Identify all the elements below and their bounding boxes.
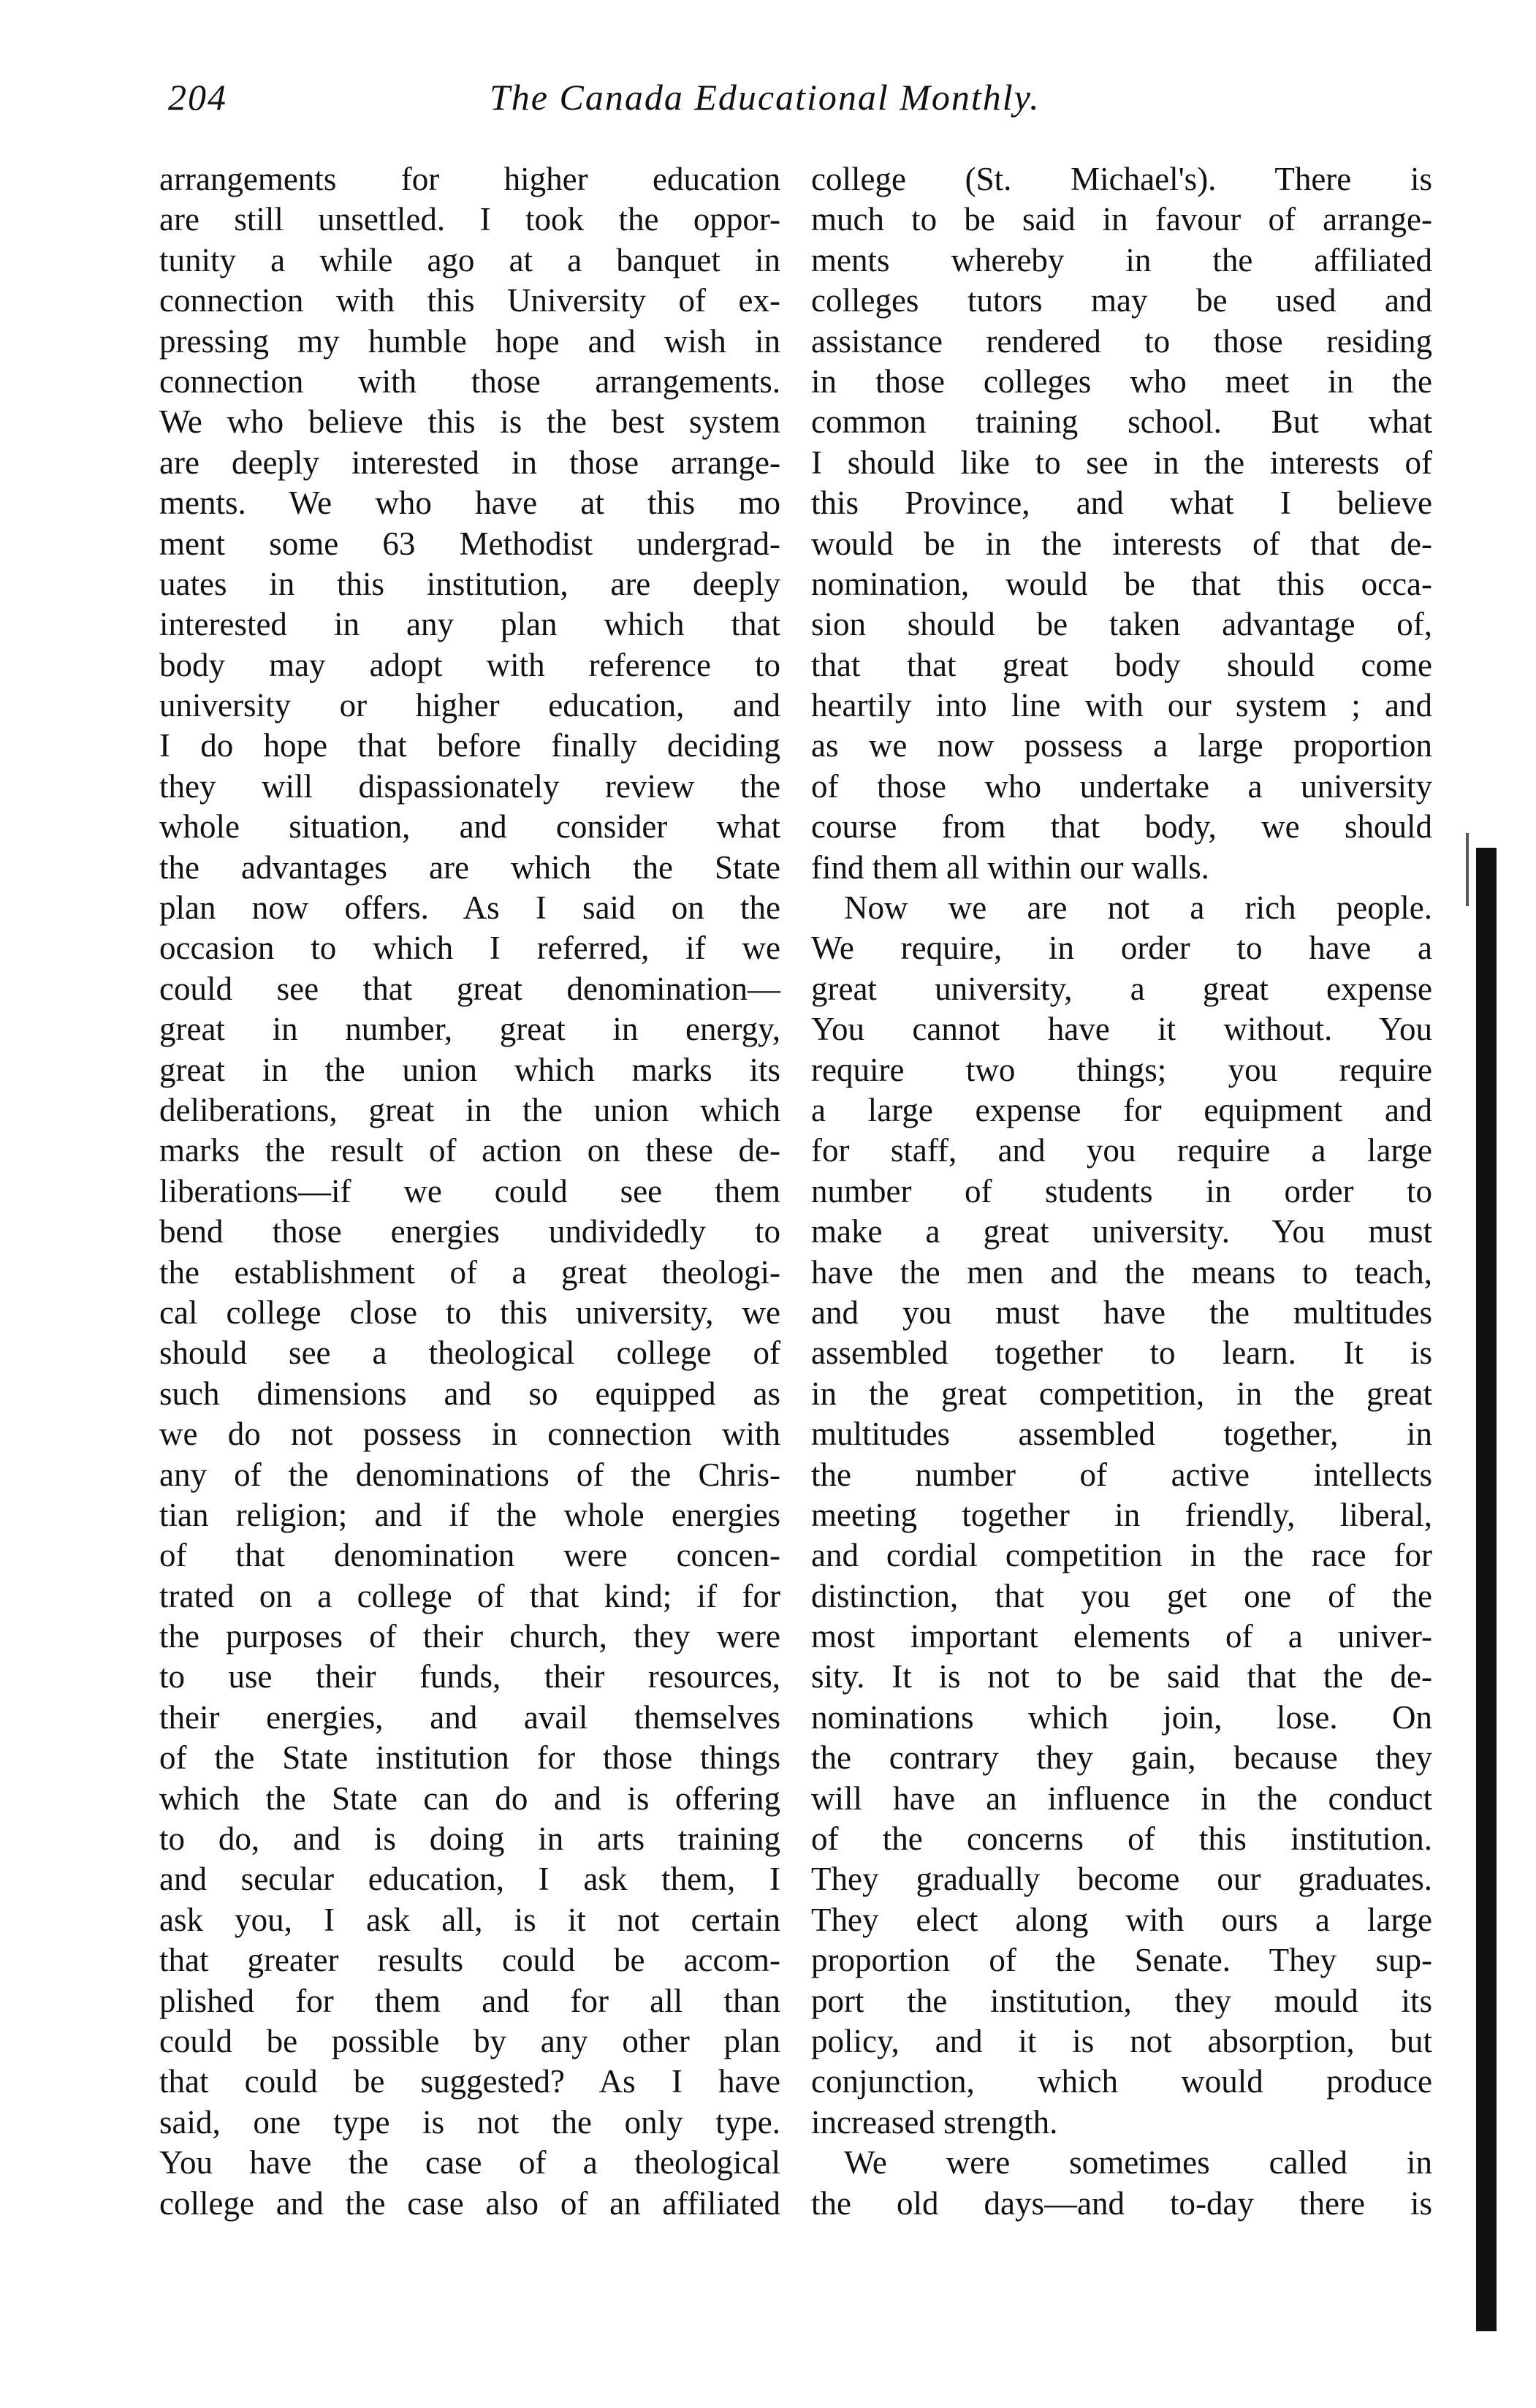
text-line: sity. It is not to be said that the de- (811, 1658, 1432, 1695)
text-line: distinction, that you get one of the (811, 1577, 1432, 1614)
text-line: We were sometimes called in (844, 2144, 1432, 2181)
text-line: that greater results could be accom- (159, 1942, 780, 1979)
text-line: connection with those arrangements. (159, 362, 780, 400)
text-line: increased strength. (811, 2103, 1058, 2141)
text-line: common training school. But what (811, 403, 1432, 441)
text-line: ments. We who have at this mo (159, 485, 780, 522)
text-line: as we now possess a large proportion (811, 727, 1432, 764)
margin-scan-mark (1466, 833, 1469, 906)
text-line: this Province, and what I believe (811, 485, 1432, 522)
text-line: will have an influence in the conduct (811, 1780, 1432, 1817)
text-line: should see a theological college of (159, 1334, 780, 1372)
text-line: ments whereby in the affiliated (811, 241, 1432, 278)
text-line: make a great university. You must (811, 1213, 1432, 1250)
text-line: to use their funds, their resources, (159, 1658, 780, 1695)
text-line: could be possible by any other plan (159, 2022, 780, 2059)
text-line: the contrary they gain, because they (811, 1739, 1432, 1777)
text-line: college (St. Michael's). There is (811, 161, 1432, 197)
text-line: and secular education, I ask them, I (159, 1861, 780, 1898)
text-line: number of students in order to (811, 1172, 1432, 1209)
text-line: nomination, would be that this occa- (811, 565, 1432, 602)
text-line: the old days—and to-day there is (811, 2184, 1432, 2222)
text-line: sion should be taken advantage of, (811, 606, 1432, 643)
text-line: find them all within our walls. (811, 848, 1209, 886)
text-line: plished for them and for all than (159, 1982, 780, 2019)
text-line: the establishment of a great theologi- (159, 1253, 780, 1291)
text-line: in those colleges who meet in the (811, 362, 1432, 400)
text-line: of those who undertake a university (811, 767, 1432, 805)
text-line: heartily into line with our system ; and (811, 687, 1432, 724)
text-line: have the men and the means to teach, (811, 1253, 1432, 1291)
text-line: proportion of the Senate. They sup- (811, 1942, 1432, 1979)
text-line: port the institution, they mould its (811, 1982, 1432, 2019)
text-line: cal college close to this university, we (159, 1294, 780, 1331)
text-line: and you must have the multitudes (811, 1294, 1432, 1331)
text-line: the purposes of their church, they were (159, 1618, 780, 1655)
text-line: body may adopt with reference to (159, 646, 780, 683)
text-line: We require, in order to have a (811, 930, 1432, 967)
text-line: the advantages are which the State (159, 848, 780, 886)
text-line: for staff, and you require a large (811, 1132, 1432, 1169)
text-line: marks the result of action on these de- (159, 1132, 780, 1169)
text-line: ment some 63 Methodist undergrad- (159, 525, 780, 562)
text-line: we do not possess in connection with (159, 1416, 780, 1453)
left-column (159, 159, 780, 2224)
text-line: assistance rendered to those residing (811, 322, 1432, 360)
text-line: course from that body, we should (811, 808, 1432, 846)
text-line: are still unsettled. I took the oppor- (159, 201, 780, 238)
text-line: arrangements for higher education (159, 161, 780, 197)
text-line: of that denomination were concen- (159, 1537, 780, 1574)
text-line: great university, a great expense (811, 970, 1432, 1007)
text-line: any of the denominations of the Chris- (159, 1456, 780, 1493)
text-line: said, one type is not the only type. (159, 2103, 780, 2141)
text-line: We who believe this is the best system (159, 403, 780, 441)
text-line: in the great competition, in the great (811, 1375, 1432, 1412)
text-line: could see that great denomination— (159, 970, 780, 1007)
text-line: their energies, and avail themselves (159, 1698, 780, 1736)
text-line: which the State can do and is offering (159, 1780, 780, 1817)
page-number: 204 (168, 77, 227, 118)
text-line: plan now offers. As I said on the (159, 889, 780, 927)
text-line: college and the case also of an affiliated (159, 2184, 780, 2222)
text-line: a large expense for equipment and (811, 1091, 1432, 1128)
text-line: deliberations, great in the union which (159, 1091, 780, 1128)
text-line: I should like to see in the interests of (811, 444, 1432, 481)
text-line: connection with this University of ex- (159, 282, 780, 319)
text-line: colleges tutors may be used and (811, 282, 1432, 319)
text-line: to do, and is doing in arts training (159, 1820, 780, 1858)
text-line: tian religion; and if the whole energies (159, 1496, 780, 1533)
text-line: they will dispassionately review the (159, 767, 780, 805)
text-line: much to be said in favour of arrange- (811, 201, 1432, 238)
text-line: would be in the interests of that de- (811, 525, 1432, 562)
text-line: trated on a college of that kind; if for (159, 1577, 780, 1614)
text-line: bend those energies undividedly to (159, 1213, 780, 1250)
text-line: most important elements of a univer- (811, 1618, 1432, 1655)
text-line: of the State institution for those things (159, 1739, 780, 1777)
text-line: uates in this institution, are deeply (159, 565, 780, 602)
text-line: such dimensions and so equipped as (159, 1375, 780, 1412)
text-line: university or higher education, and (159, 687, 780, 724)
running-title: The Canada Educational Monthly. (490, 77, 1041, 118)
text-line: ask you, I ask all, is it not certain (159, 1901, 780, 1938)
margin-scan-bar (1476, 848, 1497, 2331)
text-line: assembled together to learn. It is (811, 1334, 1432, 1372)
text-line: great in number, great in energy, (159, 1011, 780, 1048)
text-line: multitudes assembled together, in (811, 1416, 1432, 1453)
text-line: whole situation, and consider what (159, 808, 780, 846)
text-line: and cordial competition in the race for (811, 1537, 1432, 1574)
page-header (168, 76, 1381, 127)
text-line: You cannot have it without. You (811, 1011, 1432, 1048)
text-line: tunity a while ago at a banquet in (159, 241, 780, 278)
text-line: nominations which join, lose. On (811, 1698, 1432, 1736)
text-line: of the concerns of this institution. (811, 1820, 1432, 1858)
text-line: are deeply interested in those arrange- (159, 444, 780, 481)
text-line: liberations—if we could see them (159, 1172, 780, 1209)
text-line: conjunction, which would produce (811, 2063, 1432, 2100)
text-line: occasion to which I referred, if we (159, 930, 780, 967)
text-line: that could be suggested? As I have (159, 2063, 780, 2100)
text-line: They gradually become our graduates. (811, 1861, 1432, 1898)
right-column (811, 159, 1432, 2224)
text-line: policy, and it is not absorption, but (811, 2022, 1432, 2059)
text-line: require two things; you require (811, 1051, 1432, 1088)
text-line: pressing my humble hope and wish in (159, 322, 780, 360)
text-line: They elect along with ours a large (811, 1901, 1432, 1938)
text-line: great in the union which marks its (159, 1051, 780, 1088)
text-line: interested in any plan which that (159, 606, 780, 643)
text-line: I do hope that before finally deciding (159, 727, 780, 764)
text-line: the number of active intellects (811, 1456, 1432, 1493)
text-line: You have the case of a theological (159, 2144, 780, 2181)
text-line: Now we are not a rich people. (844, 889, 1432, 927)
text-line: that that great body should come (811, 646, 1432, 683)
text-line: meeting together in friendly, liberal, (811, 1496, 1432, 1533)
